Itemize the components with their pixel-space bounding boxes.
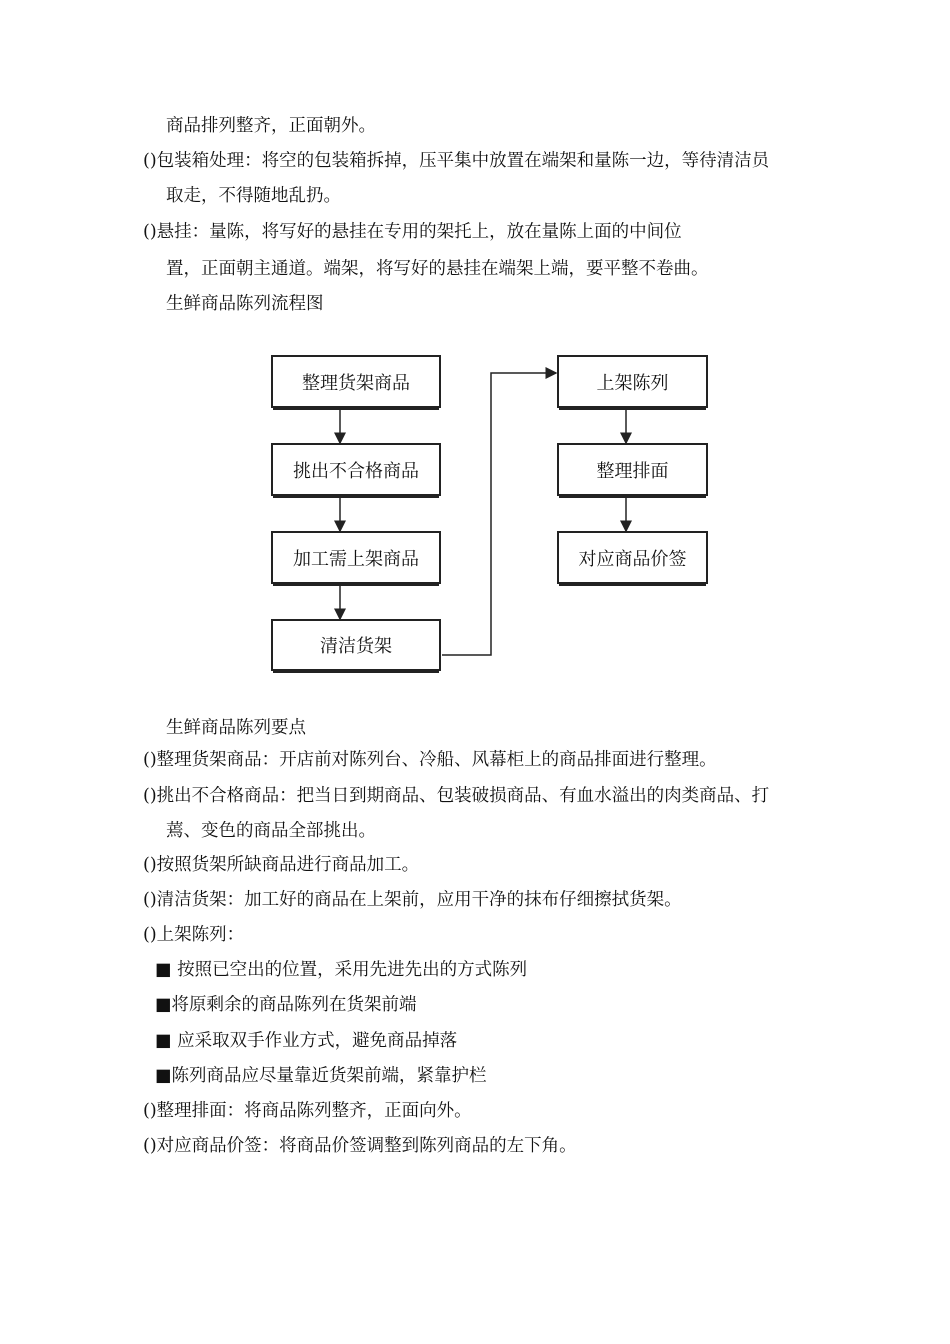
text-line: ()按照货架所缺商品进行商品加工。 (143, 855, 420, 875)
bullet-item: ■将原剩余的商品陈列在货架前端 (155, 995, 417, 1015)
text-line: ()包装箱处理：将空的包装箱拆掉，压平集中放置在端架和量陈一边，等待清洁员 (143, 151, 770, 171)
text-line: ()上架陈列： (143, 925, 245, 945)
flow-node (557, 355, 708, 408)
text-line: ()清洁货架：加工好的商品在上架前，应用干净的抹布仔细擦拭货架。 (143, 890, 682, 910)
text-line: 置，正面朝主通道。端架，将写好的悬挂在端架上端，要平整不卷曲。 (166, 259, 709, 279)
text-line: ()整理排面：将商品陈列整齐，正面向外。 (143, 1101, 472, 1121)
text-line: ()整理货架商品：开店前对陈列台、冷船、风幕柜上的商品排面进行整理。 (143, 750, 717, 770)
flow-node-label: 加工需上架商品 (293, 548, 419, 570)
flow-node-label: 清洁货架 (320, 636, 392, 657)
flow-node (271, 531, 441, 584)
bullet-item: ■陈列商品应尽量靠近货架前端，紧靠护栏 (155, 1066, 487, 1086)
flowchart-title: 生鲜商品陈列流程图 (166, 294, 324, 314)
flow-node-label: 对应商品价签 (578, 548, 687, 570)
flow-node (557, 443, 708, 496)
flow-node-label: 上架陈列 (596, 372, 669, 394)
flow-node (271, 619, 441, 671)
bullet-item: ■ 按照已空出的位置，采用先进先出的方式陈列 (155, 960, 528, 980)
flow-node (271, 443, 441, 496)
flow-node-label: 挑出不合格商品 (293, 460, 419, 482)
arrow-connector (442, 373, 556, 655)
text-line: ()对应商品价签：将商品价签调整到陈列商品的左下角。 (143, 1136, 577, 1156)
flow-node (271, 355, 441, 408)
text-line: 蔫、变色的商品全部挑出。 (166, 821, 376, 841)
section-title: 生鲜商品陈列要点 (166, 718, 306, 738)
flow-node-label: 整理货架商品 (302, 372, 410, 394)
text-line: ()悬挂：量陈，将写好的悬挂在专用的架托上，放在量陈上面的中间位 (143, 222, 682, 242)
flow-node-label: 整理排面 (596, 460, 669, 482)
flow-node (557, 531, 708, 584)
bullet-item: ■ 应采取双手作业方式，避免商品掉落 (155, 1031, 458, 1051)
text-line: 商品排列整齐，正面朝外。 (166, 116, 376, 136)
text-line: ()挑出不合格商品：把当日到期商品、包装破损商品、有血水溢出的肉类商品、打 (143, 786, 770, 806)
text-line: 取走，不得随地乱扔。 (166, 186, 341, 206)
